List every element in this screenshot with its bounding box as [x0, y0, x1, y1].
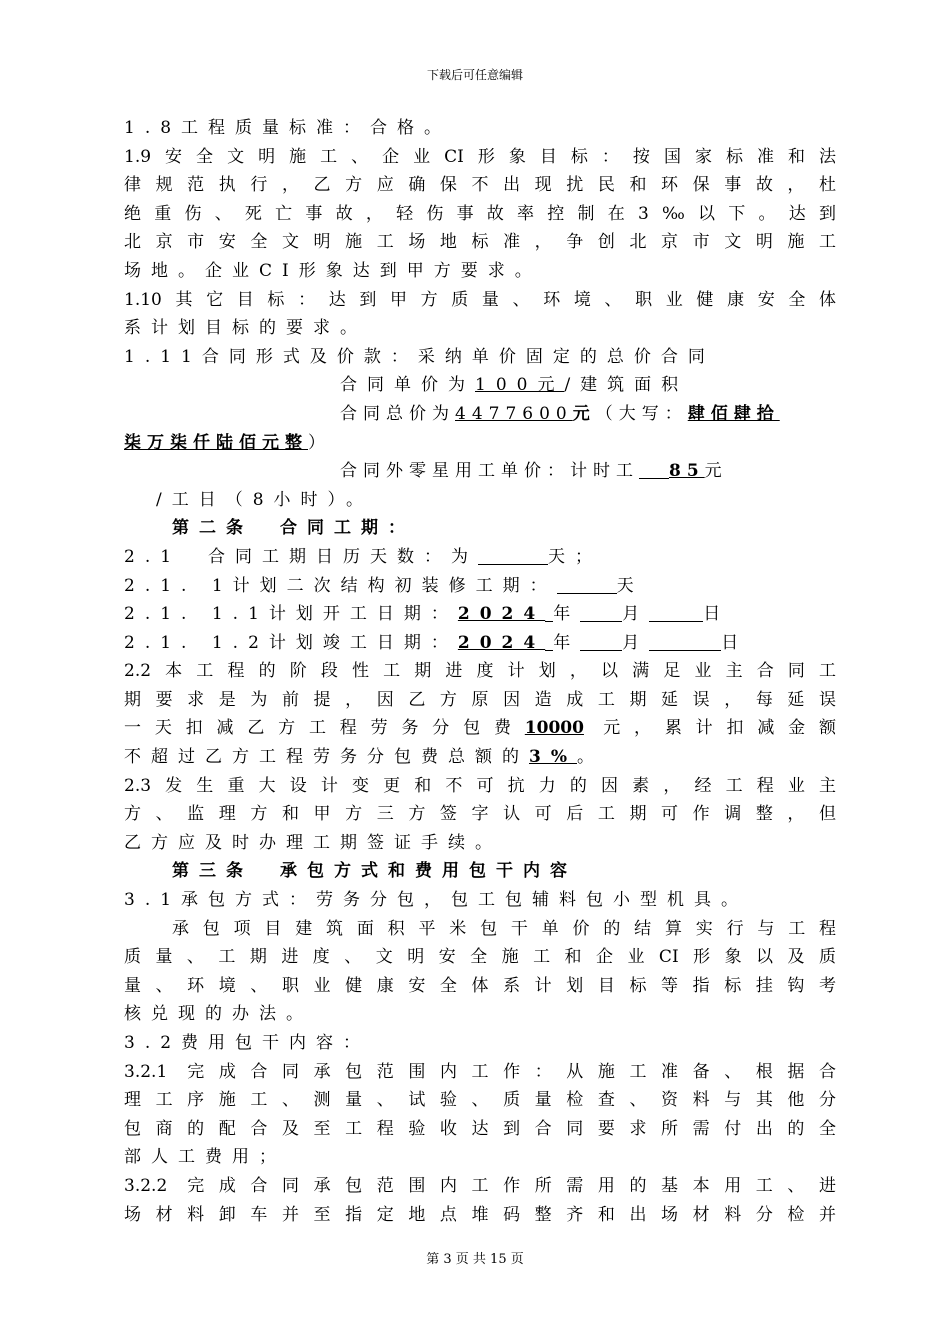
currency-unit: 元 [572, 403, 596, 424]
blank-field [580, 632, 622, 651]
blank-field [649, 632, 721, 651]
label: 月 [622, 632, 650, 653]
duration-line [124, 543, 836, 572]
label: 。 [576, 747, 604, 768]
label: 不超过乙方工程劳务分包费总额的 [124, 747, 529, 768]
penalty-amount: 10000 [524, 718, 584, 739]
text-line: 1.8工程质量标准：合格。 [124, 118, 452, 138]
total-price-value: 4477600 [455, 403, 573, 424]
unit-price-value: 100元 [475, 375, 565, 396]
label: 天； [548, 546, 603, 567]
text-line: 绝重伤、死亡事故，轻伤事故率控制在3‰以下。达到 [124, 203, 836, 224]
text-line: 北京市安全文明施工场地标准，争创北京市文明施工 [124, 232, 836, 253]
text-line: 质量、工期进度、文明安全施工和企业CI形象以及质 [124, 947, 836, 968]
label: 日 [721, 632, 749, 653]
label: 合同总价为 [340, 403, 455, 424]
label: 天 [616, 575, 644, 596]
label: 元 [704, 461, 728, 482]
text-line: 部人工费用； [124, 1147, 286, 1168]
label: 2.1. 1.2计划竣工日期： [124, 632, 458, 653]
label: 一天扣减乙方工程劳务分包费 [124, 718, 525, 739]
end-year: 2024 [457, 632, 546, 653]
page-footer: 第 3 页 共 15 页 [426, 1252, 524, 1267]
text-line: 包商的配合及至工程验收达到合同要求所需付出的全 [124, 1118, 836, 1139]
text-line: 期要求是为前提，因乙方原因造成工期延误，每延误 [124, 689, 836, 710]
text-line: 方、监理方和甲方三方签字认可后工期可作调整，但 [124, 804, 836, 825]
page-header: 下载后可任意编辑 [426, 68, 523, 82]
label: 日 [703, 604, 731, 625]
text-line: 3.1承包方式：劳务分包，包工包辅料包小型机具。 [124, 890, 749, 911]
label: /建筑面积 [564, 375, 689, 396]
construction-period-line [124, 572, 836, 601]
label: 月 [622, 604, 650, 625]
unit-price-line [124, 371, 836, 400]
label: 2.1. 1计划二次结构初装修工期： [124, 575, 557, 596]
text-line: 1.11合同形式及价款：采纳单价固定的总价合同 [124, 346, 715, 367]
blank-field [580, 603, 622, 622]
text-line: 3.2费用包干内容： [124, 1033, 371, 1053]
extra-labor-price: 85 [669, 461, 705, 482]
label: 2.1 合同工期日历天数：为 [124, 546, 479, 567]
text-line: 场材料卸车并至指定地点堆码整齐和出场材料分检并 [124, 1204, 836, 1225]
text-line: 理工序施工、测量、试验、质量检查、资料与其他分 [124, 1090, 836, 1111]
label: 2.1. 1.1计划开工日期： [124, 604, 458, 625]
blank-field [639, 460, 669, 479]
text-line: 核兑现的办法。 [124, 1004, 313, 1025]
text-line: 2.2本工程的阶段性工期进度计划，以满足业主合同工 [124, 661, 836, 682]
section-heading: 第三条 承包方式和费用包干内容 [172, 861, 577, 882]
end-date-line [124, 629, 836, 658]
text-line: 量、环境、职业健康安全体系计划目标等指标挂钩考 [124, 975, 836, 996]
start-year: 2024 [457, 604, 546, 625]
total-price-words-line [124, 429, 836, 458]
document-body [124, 114, 836, 1229]
start-date-line [124, 600, 836, 629]
label: 年 [553, 604, 581, 625]
label: ） [308, 432, 331, 453]
total-price-line [124, 400, 836, 429]
text-line: 2.3发生重大设计变更和不可抗力的因素，经工程业主 [124, 775, 836, 796]
text-line: 场地。企业CI形象达到甲方要求。 [124, 260, 542, 281]
extra-labor-line [124, 457, 836, 486]
blank-field [478, 546, 548, 565]
blank-field [557, 575, 617, 594]
label: 元，累计扣减金额 [603, 718, 836, 739]
text-line: 乙方应及时办理工期签证手续。 [124, 832, 502, 853]
total-price-words-cont: 柒万柒仟陆佰元整 [124, 432, 308, 453]
section-heading: 第二条 合同工期： [172, 518, 415, 539]
penalty-cap-percent: 3% [529, 747, 577, 768]
text-line: 3.2.2 完成合同承包范围内工作所需用的基本用工、进 [124, 1175, 836, 1196]
label: 合同外零星用工单价：计时工 [340, 461, 639, 482]
penalty-cap-line [124, 743, 836, 772]
text-line: 3.2.1 完成合同承包范围内工作：从施工准备、根据合 [124, 1061, 836, 1082]
text-line: 系计划目标的要求。 [124, 318, 367, 339]
text-line: 律规范执行，乙方应确保不出现扰民和环保事故，杜 [124, 175, 836, 196]
total-price-words: 肆佰肆拾 [687, 403, 780, 424]
text-line: /工日（8小时）。 [156, 489, 374, 510]
text-line: 1.9安全文明施工、企业CI形象目标：按国家标准和法 [124, 146, 836, 167]
label: 合同单价为 [340, 375, 475, 396]
blank-field [649, 603, 703, 622]
text-line: 1.10其它目标：达到甲方质量、环境、职业健康安全体 [124, 289, 836, 310]
label: 年 [553, 632, 581, 653]
text-line: 承包项目建筑面积平米包干单价的结算实行与工程 [172, 918, 836, 939]
label: （大写： [595, 403, 688, 424]
penalty-line [124, 714, 836, 743]
